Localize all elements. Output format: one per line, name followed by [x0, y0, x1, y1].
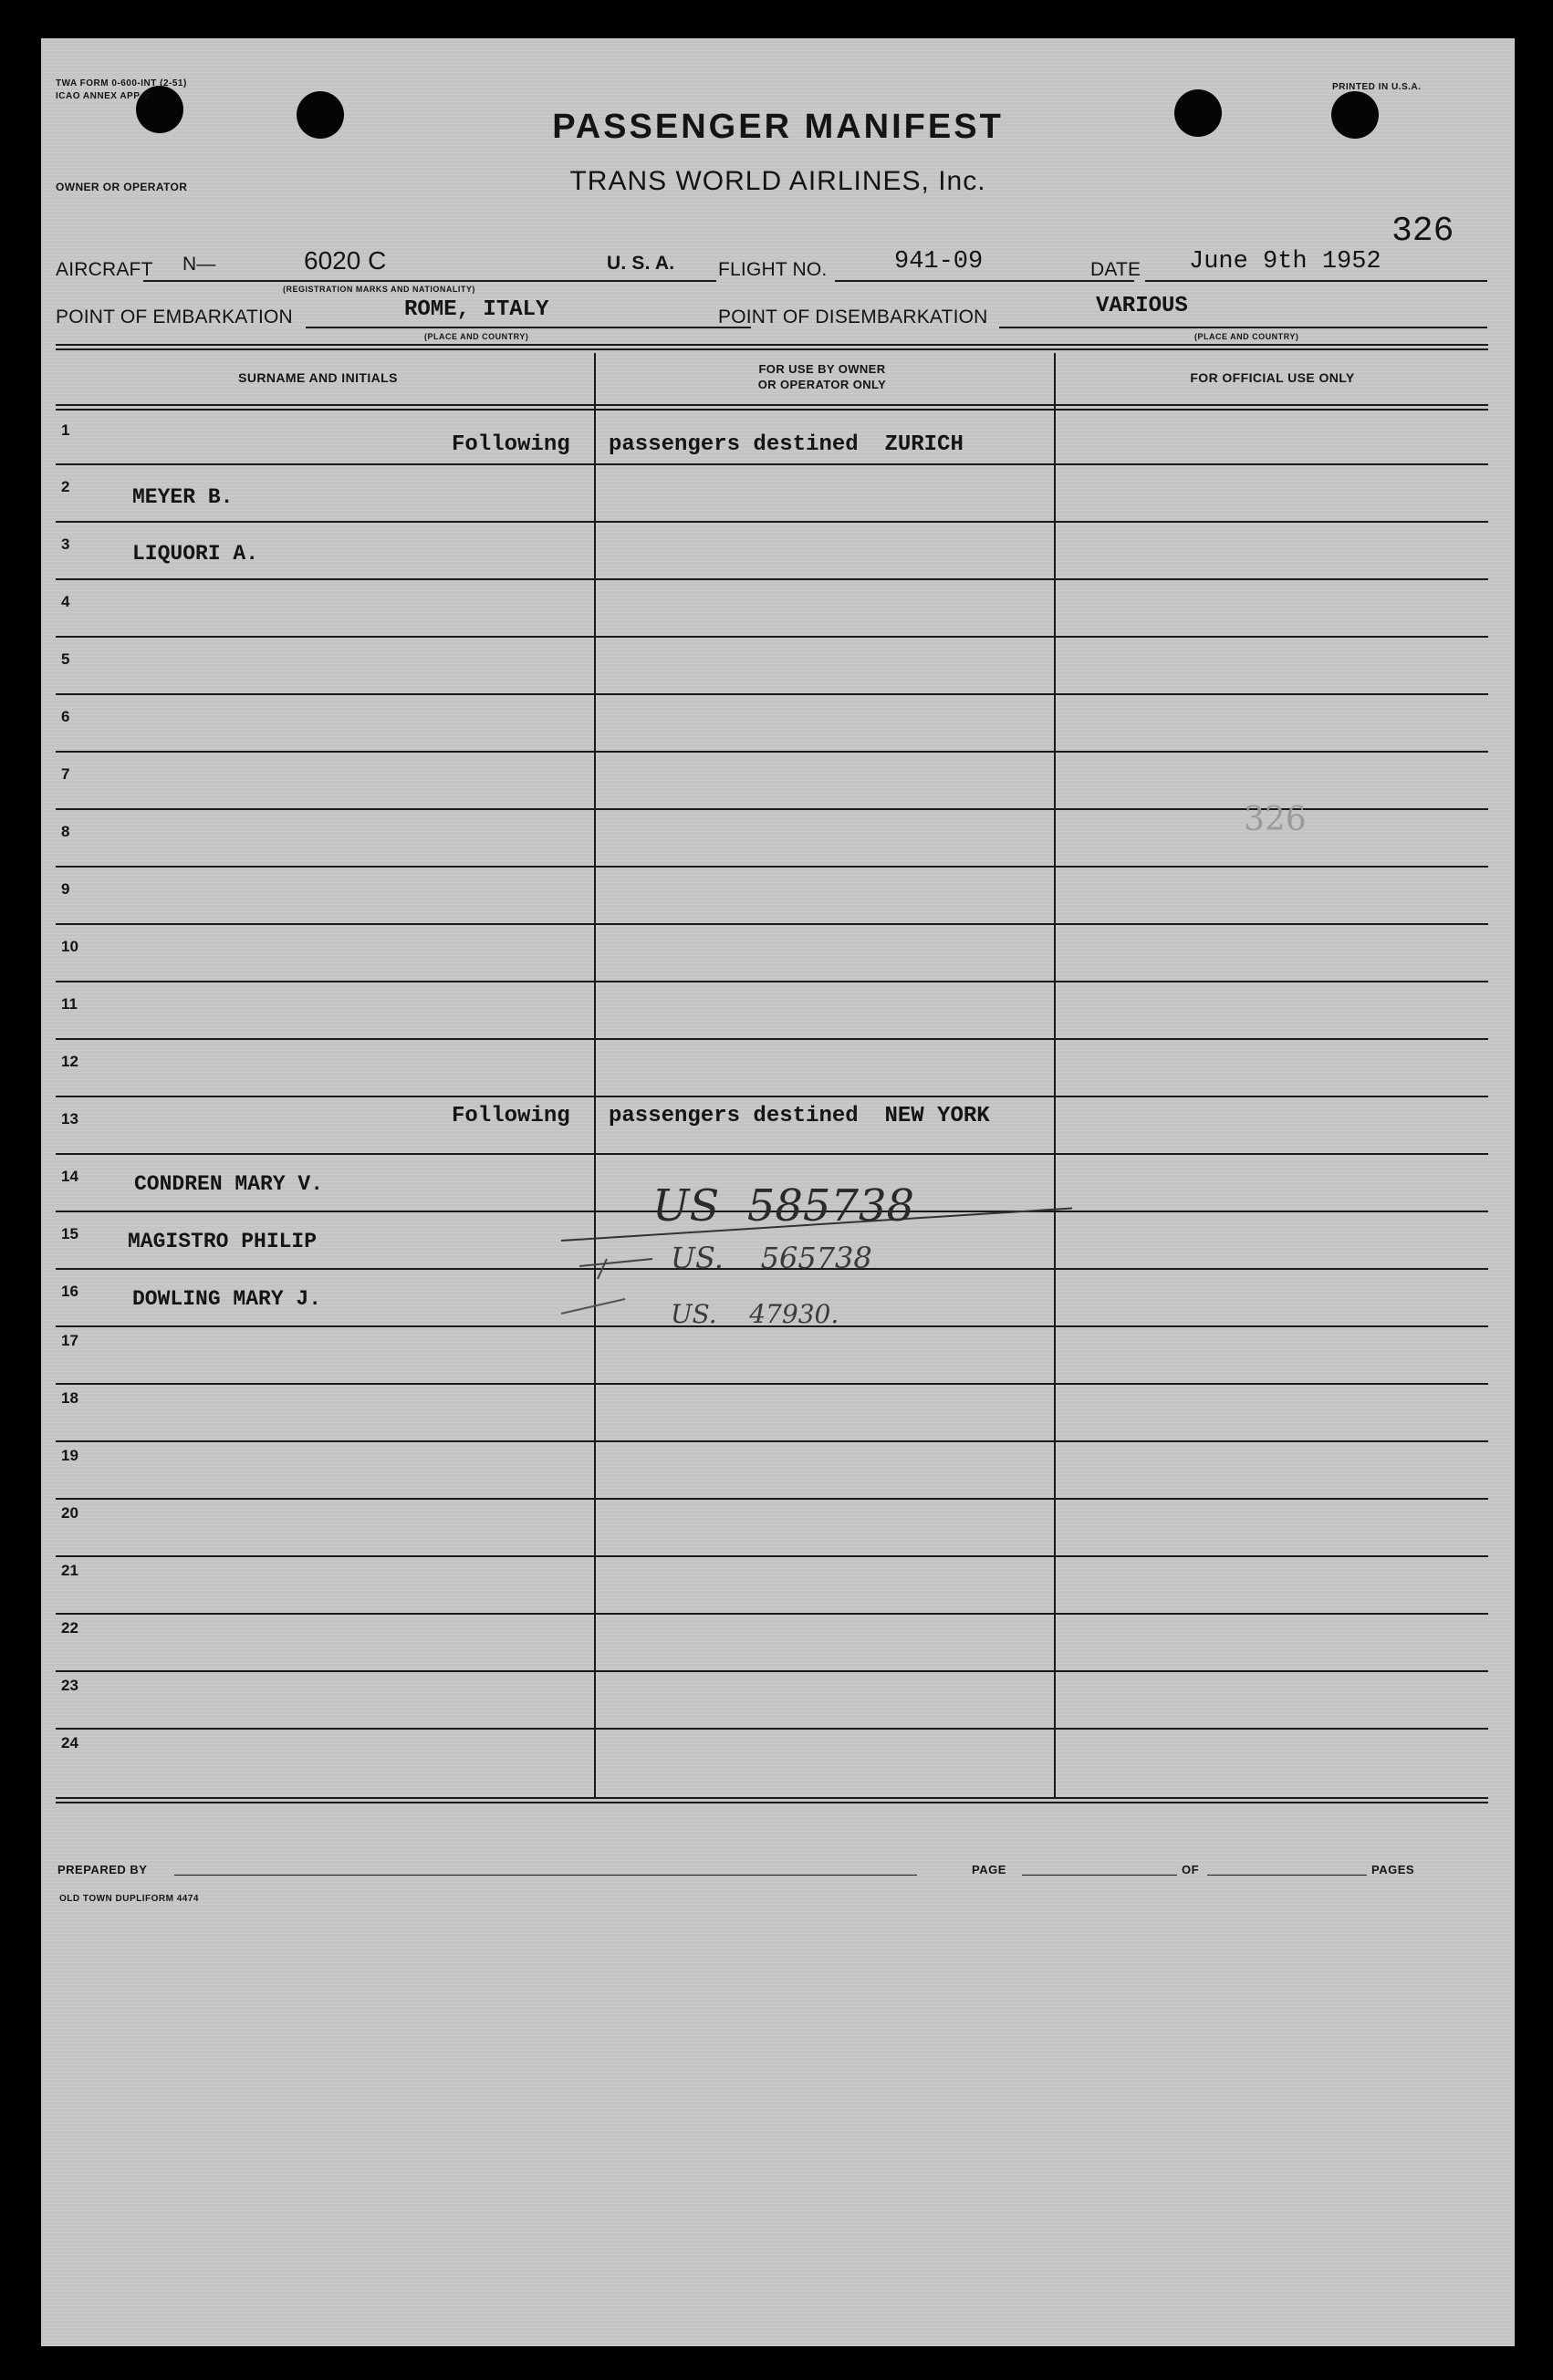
row-line	[56, 1498, 1488, 1500]
page-line	[1022, 1875, 1177, 1876]
passenger-name: CONDREN MARY V.	[134, 1172, 324, 1196]
pages-label: PAGES	[1371, 1863, 1415, 1876]
faint-stamp-number: 326	[1244, 801, 1307, 838]
row-number: 17	[61, 1332, 78, 1349]
row-number: 19	[61, 1447, 78, 1464]
manifest-sheet	[41, 38, 1515, 2346]
flight-underline	[835, 280, 1134, 282]
embarkation-label: POINT OF EMBARKATION	[56, 307, 293, 327]
row-line	[56, 636, 1488, 638]
prepared-by-label: PREPARED BY	[57, 1863, 148, 1876]
header-bottom-border	[56, 409, 1488, 411]
row-number: 21	[61, 1562, 78, 1579]
row-number: 14	[61, 1168, 78, 1185]
embarkation-caption: (PLACE AND COUNTRY)	[424, 332, 529, 341]
column-divider	[1054, 353, 1056, 1799]
row-line	[56, 1038, 1488, 1040]
disembarkation-caption: (PLACE AND COUNTRY)	[1194, 332, 1299, 341]
disembarkation-label: POINT OF DISEMBARKATION	[718, 307, 988, 327]
of-line	[1207, 1875, 1367, 1876]
destination-note-newyork-a: Following	[452, 1104, 570, 1128]
row-line	[56, 1096, 1488, 1097]
row-number: 3	[61, 535, 70, 553]
country-value: U. S. A.	[607, 253, 675, 274]
registration-caption: (REGISTRATION MARKS AND NATIONALITY)	[283, 285, 475, 294]
column-header-owner-line1: FOR USE BY OWNER	[758, 362, 886, 376]
column-header-official: FOR OFFICIAL USE ONLY	[1190, 370, 1355, 385]
row-number: 5	[61, 650, 70, 668]
disembarkation-value: VARIOUS	[1096, 294, 1188, 318]
row-number: 20	[61, 1504, 78, 1522]
destination-note-zurich-a: Following	[452, 432, 570, 457]
row-number: 2	[61, 478, 70, 495]
dupliform-label: OLD TOWN DUPLIFORM 4474	[59, 1894, 199, 1904]
row-line	[56, 463, 1488, 465]
row-line	[56, 1670, 1488, 1672]
form-number: TWA FORM 0-600-INT (2-51)	[56, 78, 187, 88]
row-number: 13	[61, 1110, 78, 1128]
row-line	[56, 751, 1488, 753]
passenger-name: LIQUORI A.	[132, 542, 259, 566]
column-header-owner	[594, 361, 1050, 392]
row-number: 11	[61, 995, 78, 1013]
row-line	[56, 1153, 1488, 1155]
destination-note-newyork-b: passengers destined NEW YORK	[609, 1104, 990, 1128]
table-top-border	[56, 348, 1488, 350]
row-number: 7	[61, 765, 70, 783]
row-line	[56, 693, 1488, 695]
row-line	[56, 1613, 1488, 1615]
row-line	[56, 1555, 1488, 1557]
row-line	[56, 1383, 1488, 1385]
row-number: 6	[61, 708, 70, 725]
page-title: PASSENGER MANIFEST	[552, 108, 1004, 146]
flight-label: FLIGHT NO.	[718, 259, 828, 280]
passenger-name: DOWLING MARY J.	[132, 1287, 322, 1311]
aircraft-prefix: N—	[182, 254, 216, 275]
printed-in-usa: PRINTED IN U.S.A.	[1332, 82, 1422, 92]
row-number: 16	[61, 1283, 78, 1300]
handwritten-passport-15: US. 565738	[671, 1241, 872, 1275]
row-number: 15	[61, 1225, 78, 1242]
date-underline	[1145, 280, 1487, 282]
row-number: 1	[61, 421, 70, 439]
row-line	[56, 923, 1488, 925]
icao-annex: ICAO ANNEX APP. 2	[56, 91, 151, 101]
row-line	[56, 521, 1488, 523]
row-line	[56, 1728, 1488, 1730]
header-bottom-border	[56, 404, 1488, 406]
row-line	[56, 981, 1488, 982]
of-label: OF	[1182, 1863, 1200, 1876]
table-bottom-border	[56, 1797, 1488, 1799]
row-line	[56, 1440, 1488, 1442]
row-line	[56, 578, 1488, 580]
page-number: 326	[1391, 212, 1454, 251]
date-label: DATE	[1090, 259, 1141, 280]
row-number: 4	[61, 593, 70, 610]
date-value: June 9th 1952	[1189, 248, 1381, 275]
airline-name: TRANS WORLD AIRLINES, Inc.	[569, 166, 986, 196]
row-number: 24	[61, 1734, 78, 1751]
table-top-border	[56, 344, 1488, 346]
row-number: 12	[61, 1053, 78, 1070]
row-number: 10	[61, 938, 78, 955]
row-number: 23	[61, 1677, 78, 1694]
handwritten-passport-14: US 585738	[652, 1180, 915, 1232]
row-line	[56, 866, 1488, 868]
page-label: PAGE	[972, 1863, 1006, 1876]
row-number: 18	[61, 1389, 78, 1407]
row-number: 8	[61, 823, 70, 840]
column-divider	[594, 353, 596, 1799]
row-number: 22	[61, 1619, 78, 1637]
destination-note-zurich-b: passengers destined ZURICH	[609, 432, 964, 457]
aircraft-value: 6020 C	[304, 246, 387, 275]
disembarkation-underline	[999, 327, 1487, 328]
passenger-name: MEYER B.	[132, 485, 234, 509]
prepared-by-line	[174, 1875, 917, 1876]
embarkation-underline	[306, 327, 751, 328]
flight-value: 941-09	[894, 248, 984, 275]
handwritten-passport-16: US. 47930.	[671, 1299, 839, 1329]
passenger-name: MAGISTRO PHILIP	[128, 1230, 318, 1253]
aircraft-label: AIRCRAFT	[56, 259, 153, 280]
row-number: 9	[61, 880, 70, 898]
table-bottom-border	[56, 1802, 1488, 1803]
column-header-owner-line2: OR OPERATOR ONLY	[757, 378, 887, 391]
embarkation-value: ROME, ITALY	[404, 297, 549, 322]
aircraft-underline	[143, 280, 716, 282]
owner-operator-label: OWNER OR OPERATOR	[56, 181, 188, 193]
column-header-surname: SURNAME AND INITIALS	[238, 370, 398, 385]
